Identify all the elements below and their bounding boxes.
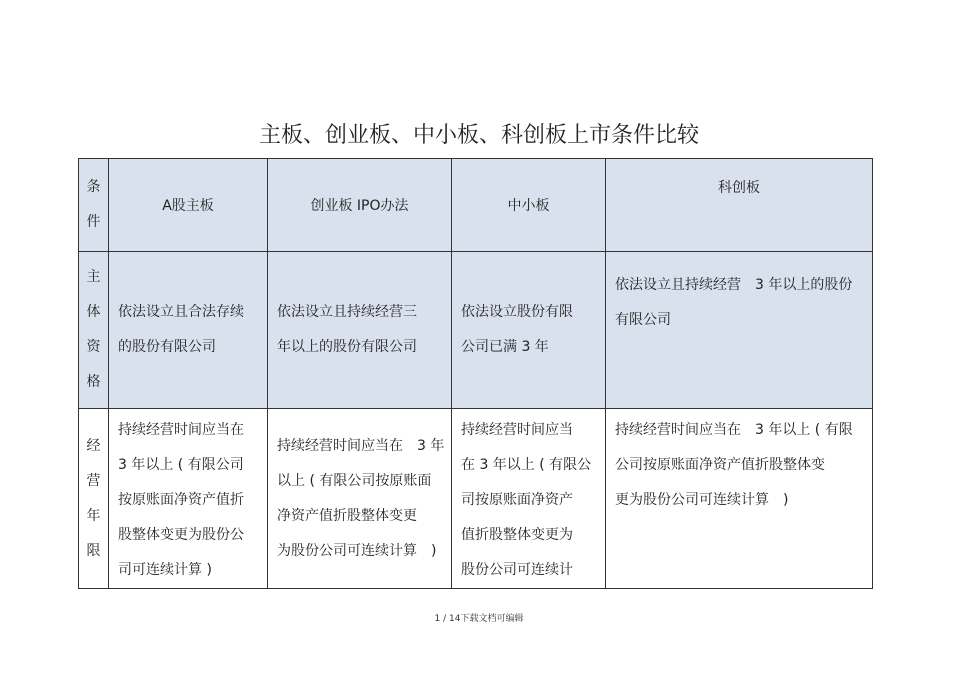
table-cell: [109, 252, 268, 409]
table-cell: [606, 252, 873, 409]
label-char: 经: [86, 437, 101, 454]
label-char: 主: [86, 269, 101, 285]
cell-line: 公司按原账面净资产值折股整体变: [615, 457, 825, 473]
cell-line: 有限公司: [615, 312, 671, 328]
label-char: 营: [86, 472, 101, 489]
label-char: 条: [86, 179, 101, 195]
label-char: 资: [86, 339, 101, 355]
table-cell: [109, 409, 268, 589]
cell-line: 年以上的股份有限公司: [277, 339, 417, 355]
cell-line: 依法设立且持续经营三: [277, 304, 417, 320]
row-label-cell: [79, 252, 109, 409]
cell-line: 值折股整体变更为: [461, 527, 573, 543]
label-char: 体: [86, 304, 101, 320]
label-char: 格: [86, 374, 101, 390]
comparison-table: [78, 158, 873, 589]
table-row: [79, 409, 873, 589]
cell-line: 依法设立股份有限: [461, 304, 573, 320]
cell-line: 持续经营时间应当在 3 年以上 ( 有限: [615, 422, 853, 438]
cell-line: 股份公司可连续计: [461, 562, 573, 578]
table-cell: [452, 409, 606, 589]
cell-line: 公司已满 3 年: [461, 339, 549, 355]
cell-line: 依法设立且合法存续: [118, 304, 244, 320]
cell-line: 股整体变更为股份公: [118, 527, 244, 543]
label-char: 年: [86, 507, 101, 524]
cell-line: 3 年以上 ( 有限公司: [118, 457, 244, 473]
column-header-sme-board: 中小板: [452, 159, 606, 252]
cell-line: 依法设立且持续经营 3 年以上的股份: [615, 277, 853, 293]
cell-line: 持续经营时间应当在 3 年: [277, 437, 445, 454]
page-title: 主板、创业板、中小板、科创板上市条件比较: [258, 123, 699, 148]
cell-line: 为股份公司可连续计算 ): [277, 542, 437, 559]
cell-line: 司可连续计算 ): [118, 562, 212, 578]
cell-line: 持续经营时间应当在: [118, 422, 244, 438]
header-label-cell: [79, 159, 109, 252]
row-label-cell: [79, 409, 109, 589]
label-char: 限: [86, 542, 101, 559]
cell-line: 以上 ( 有限公司按原账面: [277, 472, 432, 489]
table-cell: [268, 252, 452, 409]
page-footer: 1 / 14下载文档可编辑: [434, 614, 524, 624]
table-cell: [268, 409, 452, 589]
column-header-star-market: 科创板: [606, 159, 873, 252]
table-header-row: [79, 159, 873, 252]
cell-line: 司按原账面净资产: [461, 492, 573, 508]
cell-line: 在 3 年以上 ( 有限公: [461, 457, 592, 473]
table-cell: [606, 409, 873, 589]
cell-line: 更为股份公司可连续计算 ): [615, 492, 789, 508]
cell-line: 按原账面净资产值折: [118, 492, 244, 508]
cell-line: 净资产值折股整体变更: [277, 507, 417, 524]
cell-line: 的股份有限公司: [118, 339, 216, 355]
cell-line: 持续经营时间应当: [461, 422, 573, 438]
table-row: [79, 252, 873, 409]
label-char: 件: [86, 214, 101, 230]
column-header-chinext: 创业板 IPO办法: [268, 159, 452, 252]
column-header-main-board: A股主板: [109, 159, 268, 252]
table-cell: [452, 252, 606, 409]
